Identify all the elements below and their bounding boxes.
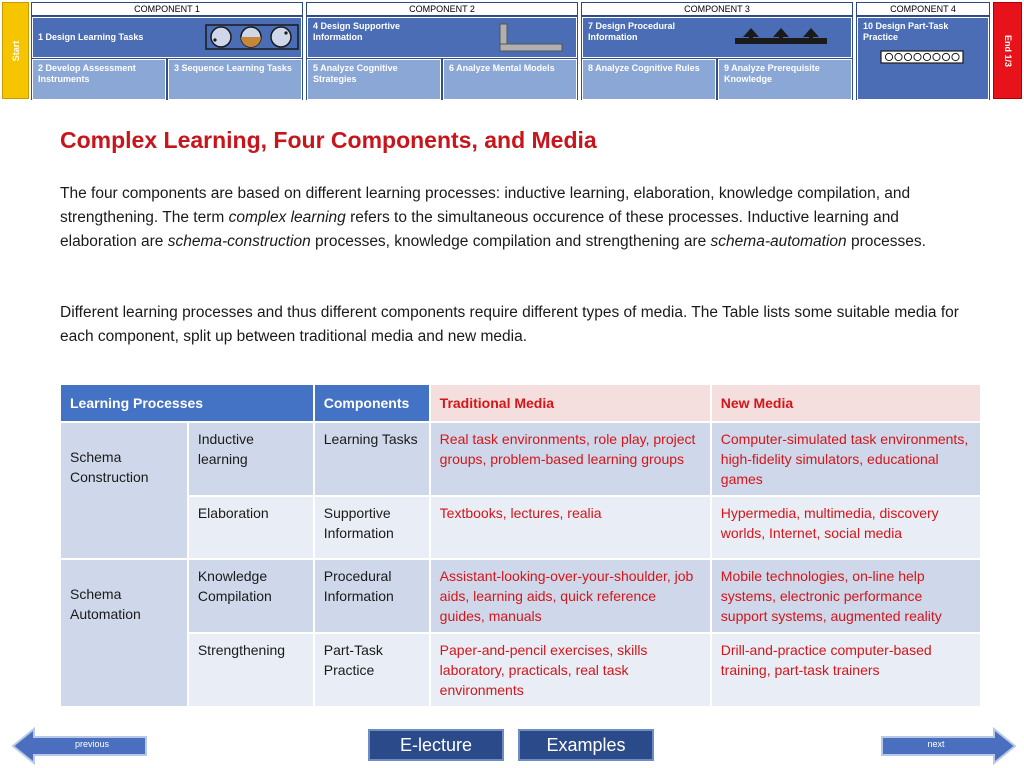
learning-tasks-icon xyxy=(205,23,299,51)
part-task-practice-icon xyxy=(880,50,964,64)
subprocess-cell: Inductive learning xyxy=(188,422,314,496)
component-3-header: COMPONENT 3 xyxy=(581,2,853,16)
process-label: Schema Automation xyxy=(70,586,141,622)
new-media-cell: Computer-simulated task environments, high-fidelity simulators, educational games xyxy=(711,422,981,496)
component-cell: Supportive Information xyxy=(314,496,430,559)
component-4-header: COMPONENT 4 xyxy=(856,2,990,16)
step-6-analyze-mental-models[interactable] xyxy=(443,59,577,100)
intro-text-1: The four components are based on different learning processes: inductive learning, elaboration, knowledge compilation, and strengthening. The term xyxy=(60,185,911,226)
step-6-label: 6 Analyze Mental Models xyxy=(449,63,555,73)
step-1-label: 1 Design Learning Tasks xyxy=(38,32,144,42)
supportive-info-icon xyxy=(496,22,566,54)
subprocess-cell: Knowledge Compilation xyxy=(188,559,314,633)
traditional-media-cell: Real task environments, role play, project groups, problem-based learning groups xyxy=(430,422,711,496)
step-1-design-learning-tasks[interactable] xyxy=(32,17,302,58)
process-schema-construction xyxy=(60,422,188,559)
next-button[interactable] xyxy=(880,727,1018,765)
end-label: End 1/3 xyxy=(1002,34,1013,67)
intro-text-3: processes, knowledge compilation and strengthening are xyxy=(310,233,711,250)
intro-text-2: refers to the simultaneous occurence of these processes. Inductive learning and elaboration are xyxy=(60,209,899,250)
component-2-header: COMPONENT 2 xyxy=(306,2,578,16)
component-cell: Part-Task Practice xyxy=(314,633,430,707)
new-media-cell: Hypermedia, multimedia, discovery worlds, Internet, social media xyxy=(711,496,981,559)
term-complex-learning: complex learning xyxy=(228,209,346,226)
component-cell: Learning Tasks xyxy=(314,422,430,496)
process-label: Schema Construction xyxy=(70,449,149,485)
header-learning-processes: Learning Processes xyxy=(60,384,314,422)
step-5-analyze-cognitive-strategies[interactable] xyxy=(307,59,441,100)
step-5-label: 5 Analyze Cognitive Strategies xyxy=(313,63,398,84)
header-traditional-media: Traditional Media xyxy=(430,384,711,422)
table-row xyxy=(60,559,981,633)
traditional-media-cell: Paper-and-pencil exercises, skills laboratory, practicals, real task environments xyxy=(430,633,711,707)
step-4-design-supportive-info[interactable] xyxy=(307,17,577,58)
new-media-cell: Mobile technologies, on-line help systems, electronic performance support systems, augmented reality xyxy=(711,559,981,633)
procedural-info-icon xyxy=(733,24,829,50)
step-4-label: 4 Design Supportive Information xyxy=(313,21,401,42)
intro-text-4: processes. xyxy=(846,233,926,250)
step-8-label: 8 Analyze Cognitive Rules xyxy=(588,63,700,73)
traditional-media-cell: Assistant-looking-over-your-shoulder, job aids, learning aids, quick reference guides, manuals xyxy=(430,559,711,633)
new-media-cell: Drill-and-practice computer-based training, part-task trainers xyxy=(711,633,981,707)
step-10-label: 10 Design Part-Task Practice xyxy=(863,21,949,42)
start-label: Start xyxy=(10,40,21,61)
component-navigation xyxy=(0,0,1024,101)
process-schema-automation xyxy=(60,559,188,707)
media-table xyxy=(59,383,982,708)
examples-button[interactable]: Examples xyxy=(518,729,654,761)
step-9-analyze-prerequisite-knowledge[interactable] xyxy=(718,59,852,100)
media-paragraph: Different learning processes and thus different components require different types of media. The Table lists some suitable media for each component, split up between traditional media and new media. xyxy=(60,304,959,345)
term-schema-construction: schema-construction xyxy=(167,233,311,250)
subprocess-cell: Strengthening xyxy=(188,633,314,707)
page-title: Complex Learning, Four Components, and Media xyxy=(60,127,597,153)
subprocess-cell: Elaboration xyxy=(188,496,314,559)
step-3-sequence-learning-tasks[interactable] xyxy=(168,59,302,100)
step-2-label: 2 Develop Assessment Instruments xyxy=(38,63,136,84)
previous-button[interactable] xyxy=(10,727,148,765)
step-9-label: 9 Analyze Prerequisite Knowledge xyxy=(724,63,820,84)
table-row xyxy=(60,496,981,559)
header-new-media: New Media xyxy=(711,384,981,422)
step-10-design-part-task-practice[interactable] xyxy=(857,17,989,100)
step-3-label: 3 Sequence Learning Tasks xyxy=(174,63,292,73)
end-button[interactable] xyxy=(993,2,1022,99)
header-components: Components xyxy=(314,384,430,422)
traditional-media-cell: Textbooks, lectures, realia xyxy=(430,496,711,559)
previous-label: previous xyxy=(74,739,110,749)
table-row xyxy=(60,422,981,496)
intro-paragraph xyxy=(60,182,970,254)
component-1-header: COMPONENT 1 xyxy=(31,2,303,16)
table-row xyxy=(60,633,981,707)
table-header-row xyxy=(60,384,981,422)
step-7-label: 7 Design Procedural Information xyxy=(588,21,676,42)
step-8-analyze-cognitive-rules[interactable] xyxy=(582,59,716,100)
step-2-develop-assessment[interactable] xyxy=(32,59,166,100)
step-7-design-procedural-info[interactable] xyxy=(582,17,852,58)
term-schema-automation: schema-automation xyxy=(710,233,847,250)
e-lecture-button[interactable]: E-lecture xyxy=(368,729,504,761)
start-button[interactable] xyxy=(2,2,29,99)
next-label: next xyxy=(927,739,945,749)
component-cell: Procedural Information xyxy=(314,559,430,633)
